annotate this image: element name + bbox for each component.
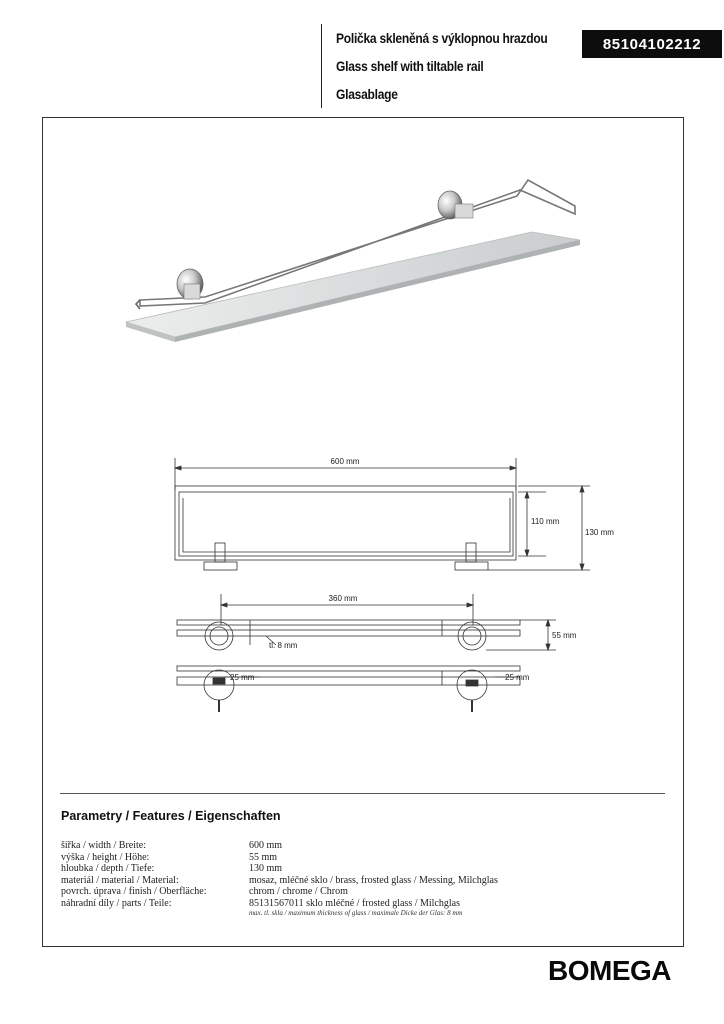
param-value: chrom / chrome / Chrom bbox=[249, 886, 348, 897]
top-view bbox=[175, 458, 590, 570]
param-row bbox=[61, 840, 661, 852]
product-render bbox=[126, 180, 580, 342]
param-row bbox=[61, 863, 661, 875]
dim-height-label: 55 mm bbox=[552, 631, 577, 640]
param-label: náhradní díly / parts / Teile: bbox=[61, 897, 172, 909]
dim-mount-right-label: 25 mm bbox=[505, 673, 530, 682]
title-czech: Polička skleněná s výklopnou hrazdou bbox=[336, 30, 548, 46]
dim-width-label: 600 mm bbox=[330, 457, 360, 466]
param-label: hloubka / depth / Tiefe: bbox=[61, 863, 155, 874]
dim-mount-left-label: 25 mm bbox=[230, 673, 255, 682]
param-row bbox=[61, 898, 661, 910]
dim-thickness-label: tl. 8 mm bbox=[269, 641, 298, 650]
params-heading: Parametry / Features / Eigenschaften bbox=[61, 809, 281, 823]
product-code-badge: 85104102212 bbox=[582, 30, 722, 58]
section-divider bbox=[60, 793, 665, 794]
param-row bbox=[61, 852, 661, 864]
dim-depth-label: 130 mm bbox=[585, 528, 614, 537]
bottom-view bbox=[177, 666, 520, 712]
param-value: 85131567011 sklo mléčné / frosted glass / Milchglas bbox=[249, 897, 460, 909]
param-label: šířka / width / Breite: bbox=[61, 840, 146, 851]
param-row bbox=[61, 875, 661, 887]
title-english: Glass shelf with tiltable rail bbox=[336, 58, 484, 74]
dim-spacing-label: 360 mm bbox=[328, 594, 358, 603]
param-label: materiál / material / Material: bbox=[61, 874, 179, 886]
front-view bbox=[177, 594, 556, 650]
param-row bbox=[61, 886, 661, 898]
brand-logo: BOMEGA bbox=[548, 955, 671, 986]
param-value: mosaz, mléčné sklo / brass, frosted glass / Messing, Milchglas bbox=[249, 874, 498, 886]
param-value: 55 mm bbox=[249, 851, 278, 863]
param-value: 600 mm bbox=[249, 840, 283, 851]
param-value: 130 mm bbox=[249, 863, 283, 874]
param-note-row bbox=[61, 909, 661, 918]
title-german: Glasablage bbox=[336, 86, 398, 102]
dim-inner-depth-label: 110 mm bbox=[531, 517, 560, 526]
params-table bbox=[61, 840, 661, 918]
param-label: povrch. úprava / finish / Oberfläche: bbox=[61, 886, 207, 897]
param-label: výška / height / Höhe: bbox=[61, 851, 150, 863]
glass-thickness-note: max. tl. skla / maximum thickness of glass / maximale Dicke der Glas: 8 mm bbox=[249, 909, 463, 917]
